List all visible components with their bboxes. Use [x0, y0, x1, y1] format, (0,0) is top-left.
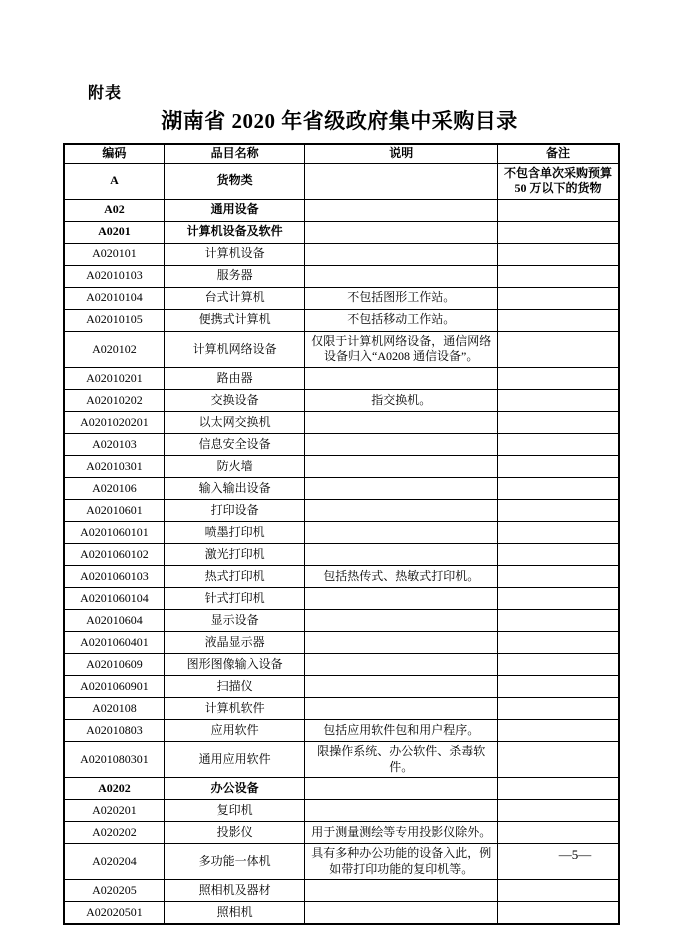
table-row: [64, 822, 619, 844]
cell-remark: [498, 521, 619, 543]
cell-description: 指交换机。: [305, 389, 498, 411]
cell-description: 限操作系统、办公软件、杀毒软件。: [305, 741, 498, 777]
cell-remark: [498, 778, 619, 800]
cell-code: A02010202: [64, 389, 164, 411]
table-row: [64, 199, 619, 221]
table-row: [64, 411, 619, 433]
table-row: [64, 265, 619, 287]
cell-code: A020106: [64, 477, 164, 499]
cell-description: [305, 221, 498, 243]
table-header-row: [64, 144, 619, 163]
cell-remark: [498, 741, 619, 777]
table-row: [64, 880, 619, 902]
cell-remark: [498, 565, 619, 587]
cell-item-name: 针式打印机: [164, 587, 305, 609]
table-row: [64, 609, 619, 631]
cell-description: [305, 778, 498, 800]
cell-code: A02010803: [64, 719, 164, 741]
table-row: [64, 697, 619, 719]
cell-code: A: [64, 163, 164, 199]
cell-item-name: 投影仪: [164, 822, 305, 844]
cell-remark: [498, 455, 619, 477]
cell-code: A02010103: [64, 265, 164, 287]
cell-item-name: 信息安全设备: [164, 433, 305, 455]
table-row: [64, 163, 619, 199]
cell-code: A0201060102: [64, 543, 164, 565]
cell-item-name: 便携式计算机: [164, 309, 305, 331]
cell-remark: [498, 433, 619, 455]
table-row: [64, 243, 619, 265]
table-row: [64, 331, 619, 367]
cell-item-name: 液晶显示器: [164, 631, 305, 653]
table-row: [64, 367, 619, 389]
cell-remark: [498, 331, 619, 367]
cell-item-name: 输入输出设备: [164, 477, 305, 499]
table-row: [64, 587, 619, 609]
table-row: [64, 499, 619, 521]
cell-remark: [498, 243, 619, 265]
cell-code: A0201060901: [64, 675, 164, 697]
cell-code: A020103: [64, 433, 164, 455]
cell-remark: [498, 587, 619, 609]
cell-description: [305, 631, 498, 653]
cell-description: [305, 163, 498, 199]
cell-description: [305, 800, 498, 822]
cell-description: [305, 243, 498, 265]
cell-code: A02010609: [64, 653, 164, 675]
cell-code: A02010104: [64, 287, 164, 309]
cell-code: A020108: [64, 697, 164, 719]
cell-description: [305, 902, 498, 925]
cell-item-name: 服务器: [164, 265, 305, 287]
cell-code: A0201020201: [64, 411, 164, 433]
cell-description: [305, 455, 498, 477]
cell-item-name: 喷墨打印机: [164, 521, 305, 543]
cell-code: A020204: [64, 844, 164, 880]
cell-description: [305, 265, 498, 287]
cell-code: A020205: [64, 880, 164, 902]
catalog-table: [63, 143, 620, 925]
table-row: [64, 902, 619, 925]
table-row: [64, 565, 619, 587]
table-row: [64, 675, 619, 697]
cell-description: 用于测量测绘等专用投影仪除外。: [305, 822, 498, 844]
cell-code: A02010601: [64, 499, 164, 521]
cell-code: A02: [64, 199, 164, 221]
cell-item-name: 应用软件: [164, 719, 305, 741]
cell-remark: [498, 367, 619, 389]
page-title: 湖南省 2020 年省级政府集中采购目录: [161, 109, 518, 133]
cell-item-name: 通用设备: [164, 199, 305, 221]
cell-description: [305, 521, 498, 543]
column-header-item-name: 品目名称: [164, 144, 305, 163]
cell-remark: [498, 477, 619, 499]
table-row: [64, 631, 619, 653]
cell-item-name: 照相机及器材: [164, 880, 305, 902]
appendix-label: 附表: [88, 85, 123, 102]
cell-item-name: 货物类: [164, 163, 305, 199]
cell-item-name: 显示设备: [164, 609, 305, 631]
cell-item-name: 扫描仪: [164, 675, 305, 697]
cell-remark: [498, 675, 619, 697]
table-row: [64, 221, 619, 243]
cell-remark: [498, 265, 619, 287]
column-header-code: 编码: [64, 144, 164, 163]
table-row: [64, 719, 619, 741]
cell-item-name: 计算机网络设备: [164, 331, 305, 367]
cell-code: A0202: [64, 778, 164, 800]
cell-code: A0201060401: [64, 631, 164, 653]
cell-code: A0201060103: [64, 565, 164, 587]
cell-item-name: 图形图像输入设备: [164, 653, 305, 675]
cell-remark: [498, 499, 619, 521]
table-row: [64, 389, 619, 411]
cell-description: [305, 653, 498, 675]
cell-remark: [498, 697, 619, 719]
cell-remark: [498, 411, 619, 433]
table-row: [64, 455, 619, 477]
cell-remark: [498, 719, 619, 741]
cell-item-name: 热式打印机: [164, 565, 305, 587]
cell-description: 不包括移动工作站。: [305, 309, 498, 331]
table-row: [64, 433, 619, 455]
cell-item-name: 计算机软件: [164, 697, 305, 719]
cell-remark: [498, 287, 619, 309]
catalog-table-body: [64, 163, 619, 924]
cell-item-name: 以太网交换机: [164, 411, 305, 433]
cell-description: 具有多种办公功能的设备入此，例如带打印功能的复印机等。: [305, 844, 498, 880]
cell-code: A02010301: [64, 455, 164, 477]
cell-item-name: 交换设备: [164, 389, 305, 411]
cell-code: A02010201: [64, 367, 164, 389]
cell-description: 仅限于计算机网络设备，通信网络设备归入“A0208 通信设备”。: [305, 331, 498, 367]
page-number: —5—: [558, 847, 592, 862]
cell-code: A0201060101: [64, 521, 164, 543]
cell-item-name: 计算机设备及软件: [164, 221, 305, 243]
cell-remark: [498, 609, 619, 631]
cell-remark: [498, 822, 619, 844]
cell-description: 包括热传式、热敏式打印机。: [305, 565, 498, 587]
cell-item-name: 防火墙: [164, 455, 305, 477]
cell-remark: [498, 199, 619, 221]
cell-remark: 不包含单次采购预算 50 万以下的货物: [498, 163, 619, 199]
cell-description: [305, 587, 498, 609]
cell-item-name: 办公设备: [164, 778, 305, 800]
cell-code: A02020501: [64, 902, 164, 925]
cell-code: A0201080301: [64, 741, 164, 777]
cell-remark: [498, 653, 619, 675]
cell-description: [305, 367, 498, 389]
cell-item-name: 复印机: [164, 800, 305, 822]
cell-item-name: 多功能一体机: [164, 844, 305, 880]
cell-code: A020202: [64, 822, 164, 844]
cell-item-name: 激光打印机: [164, 543, 305, 565]
cell-description: [305, 675, 498, 697]
table-row: [64, 309, 619, 331]
cell-item-name: 打印设备: [164, 499, 305, 521]
cell-description: 包括应用软件包和用户程序。: [305, 719, 498, 741]
cell-item-name: 计算机设备: [164, 243, 305, 265]
table-row: [64, 741, 619, 777]
table-row: [64, 521, 619, 543]
table-row: [64, 287, 619, 309]
cell-description: [305, 609, 498, 631]
cell-remark: [498, 309, 619, 331]
cell-description: [305, 880, 498, 902]
cell-item-name: 通用应用软件: [164, 741, 305, 777]
column-header-remark: 备注: [498, 144, 619, 163]
cell-description: [305, 411, 498, 433]
table-row: [64, 778, 619, 800]
cell-remark: [498, 902, 619, 925]
cell-code: A020101: [64, 243, 164, 265]
cell-description: [305, 697, 498, 719]
cell-description: [305, 543, 498, 565]
column-header-description: 说明: [305, 144, 498, 163]
cell-code: A02010105: [64, 309, 164, 331]
cell-item-name: 台式计算机: [164, 287, 305, 309]
cell-code: A020201: [64, 800, 164, 822]
cell-code: A020102: [64, 331, 164, 367]
cell-description: [305, 477, 498, 499]
cell-remark: [498, 389, 619, 411]
cell-remark: [498, 800, 619, 822]
cell-remark: [498, 543, 619, 565]
table-row: [64, 800, 619, 822]
cell-description: [305, 433, 498, 455]
cell-description: 不包括图形工作站。: [305, 287, 498, 309]
cell-item-name: 路由器: [164, 367, 305, 389]
cell-code: A02010604: [64, 609, 164, 631]
cell-remark: [498, 880, 619, 902]
cell-code: A0201: [64, 221, 164, 243]
cell-code: A0201060104: [64, 587, 164, 609]
cell-item-name: 照相机: [164, 902, 305, 925]
cell-remark: [498, 221, 619, 243]
cell-description: [305, 199, 498, 221]
table-row: [64, 543, 619, 565]
table-row: [64, 477, 619, 499]
table-row: [64, 653, 619, 675]
cell-remark: [498, 631, 619, 653]
cell-description: [305, 499, 498, 521]
